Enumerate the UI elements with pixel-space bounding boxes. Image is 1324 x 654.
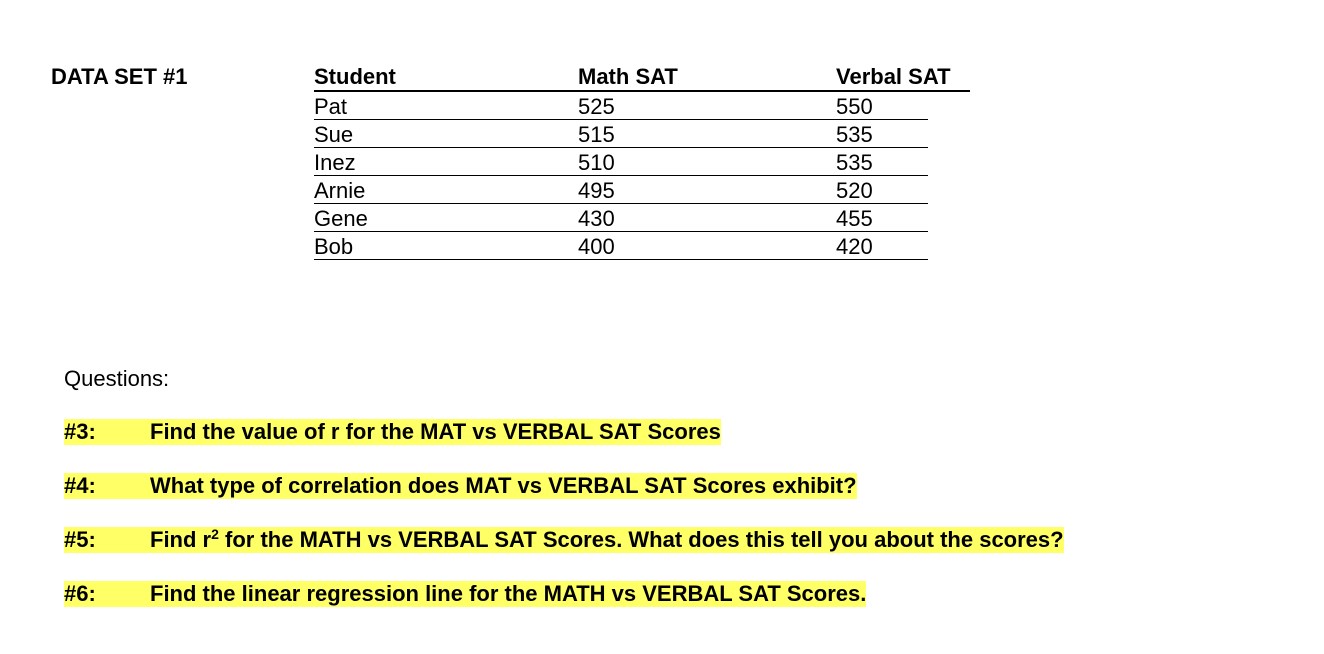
- student-cell: Bob: [314, 232, 578, 260]
- question-number: #5:: [64, 527, 150, 553]
- student-cell: Pat: [314, 92, 578, 120]
- math-sat-cell: 525: [578, 92, 836, 120]
- dataset-title: DATA SET #1: [51, 64, 188, 89]
- student-cell: Arnie: [314, 176, 578, 204]
- question-text: [150, 527, 1064, 553]
- student-cell: Inez: [314, 148, 578, 176]
- question-text: What type of correlation does MAT vs VERBAL SAT Scores exhibit?: [150, 473, 857, 498]
- student-column: [314, 64, 578, 260]
- question-text-start: Find r: [150, 527, 212, 552]
- math-sat-header: Math SAT: [578, 64, 836, 92]
- verbal-sat-cell: 420: [836, 232, 928, 260]
- verbal-sat-cell: 520: [836, 176, 928, 204]
- verbal-sat-cell: 535: [836, 148, 928, 176]
- math-sat-cell: 510: [578, 148, 836, 176]
- math-sat-cell: 400: [578, 232, 836, 260]
- verbal-sat-cell: 550: [836, 92, 928, 120]
- question-number: #3:: [64, 419, 150, 445]
- student-cell: Gene: [314, 204, 578, 232]
- question-text: Find the linear regression line for the MATH vs VERBAL SAT Scores.: [150, 581, 867, 606]
- math-sat-column: [578, 64, 836, 260]
- math-sat-cell: 495: [578, 176, 836, 204]
- student-cell: Sue: [314, 120, 578, 148]
- math-sat-cell: 515: [578, 120, 836, 148]
- questions-label: Questions:: [64, 366, 170, 391]
- math-sat-cell: 430: [578, 204, 836, 232]
- verbal-sat-column: [836, 64, 970, 260]
- verbal-sat-header: Verbal SAT: [836, 64, 970, 92]
- question-text: Find the value of r for the MAT vs VERBAL SAT Scores: [150, 419, 721, 444]
- question-text-end: for the MATH vs VERBAL SAT Scores. What does this tell you about the scores?: [218, 527, 1064, 552]
- question-superscript: 2: [211, 526, 219, 542]
- verbal-sat-cell: 455: [836, 204, 928, 232]
- question-number: #4:: [64, 473, 150, 499]
- question-number: #6:: [64, 581, 150, 607]
- verbal-sat-cell: 535: [836, 120, 928, 148]
- student-header: Student: [314, 64, 578, 92]
